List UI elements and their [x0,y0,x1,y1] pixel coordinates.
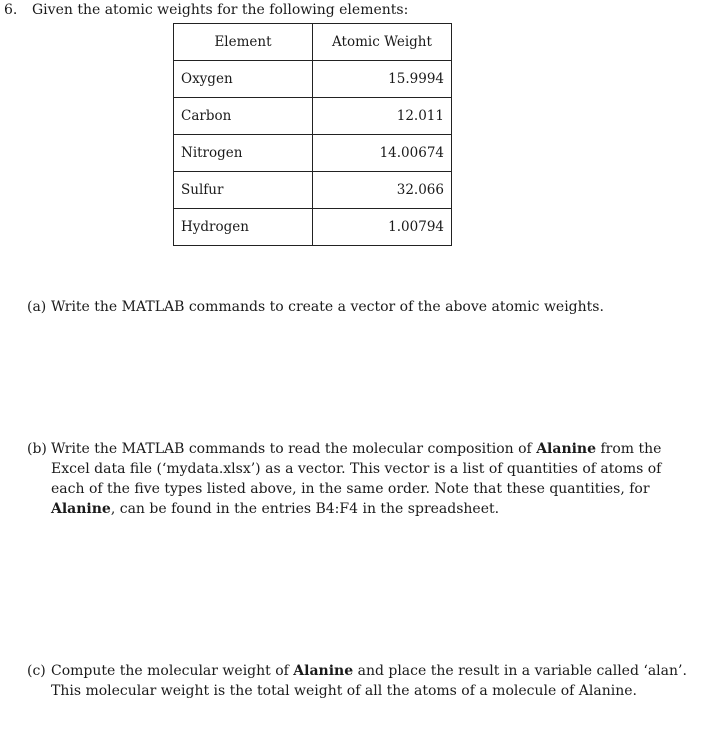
part-a [27,297,689,317]
element-cell: Hydrogen [174,209,313,246]
part-a-text: Write the MATLAB commands to create a vector of the above atomic weights. [51,299,604,315]
atomic-weights-table [173,23,452,246]
element-cell: Carbon [174,98,313,135]
question-header [4,2,408,18]
part-b-text-2: from the Excel data file (‘mydata.xlsx’) as a vector. This vector is a list of quantities of atoms of each of the five types listed above, in the same order. Note that these quantities, for [51,441,662,497]
table-header-row [174,24,452,61]
table-row [174,209,452,246]
element-cell: Nitrogen [174,135,313,172]
part-b-alanine-1: Alanine [536,441,597,457]
part-b-text-1: Write the MATLAB commands to read the molecular composition of [51,441,537,457]
table-row [174,61,452,98]
question-prompt: Given the atomic weights for the following elements: [32,2,409,18]
column-header-element: Element [174,24,313,61]
part-b [27,439,689,519]
weight-cell: 12.011 [313,98,452,135]
table-row [174,135,452,172]
part-b-text-3: , can be found in the entries B4:F4 in the spreadsheet. [110,501,500,517]
weight-cell: 14.00674 [313,135,452,172]
weight-cell: 15.9994 [313,61,452,98]
part-c-text-2: and place the result in a variable called ‘alan’. This molecular weight is the total weight of all the atoms of a molecule of Alanine. [51,663,687,699]
part-a-label: (a) [27,299,47,315]
element-cell: Sulfur [174,172,313,209]
part-b-alanine-2: Alanine [51,501,111,517]
part-c-text [51,661,689,701]
part-c [27,661,689,701]
part-c-label: (c) [27,663,46,679]
weight-cell: 32.066 [313,172,452,209]
element-cell: Oxygen [174,61,313,98]
table-row [174,172,452,209]
part-c-text-1: Compute the molecular weight of [51,663,294,679]
table-row [174,98,452,135]
part-c-alanine: Alanine [293,663,354,679]
part-b-label: (b) [27,441,47,457]
weight-cell: 1.00794 [313,209,452,246]
question-number: 6. [4,2,18,18]
column-header-atomic-weight: Atomic Weight [313,24,452,61]
part-b-text [51,439,689,519]
